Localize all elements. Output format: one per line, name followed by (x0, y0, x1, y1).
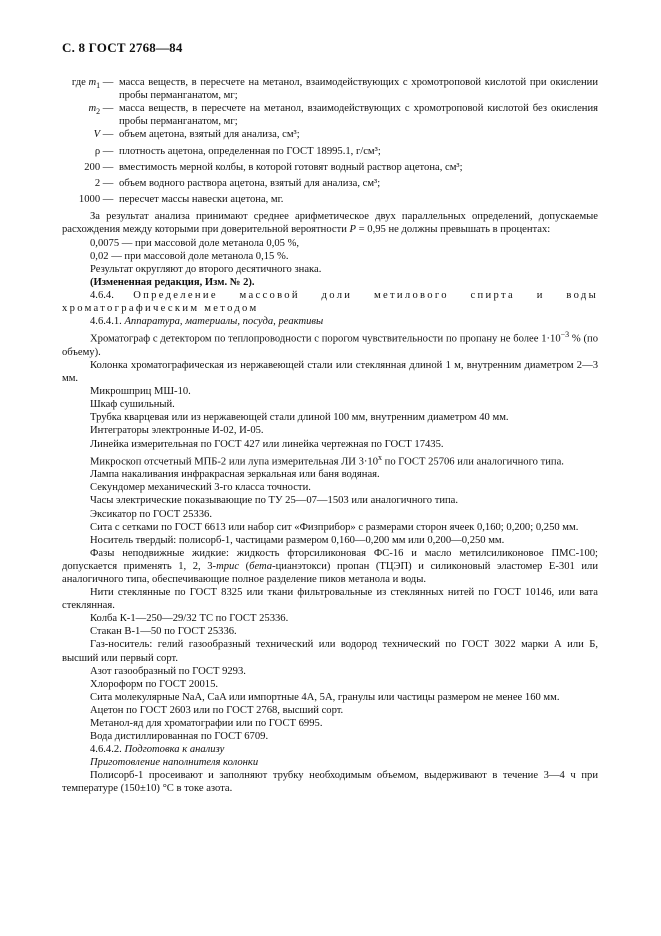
paragraph: Вода дистиллированная по ГОСТ 6709. (90, 731, 269, 743)
section-heading: 4.6.4. Определение массовой доли метилового спирта и воды хроматографическим методом (62, 289, 598, 315)
definition-symbol: где $m_1$ — (71, 77, 116, 91)
paragraph: Азот газообразный по ГОСТ 9293. (90, 665, 246, 677)
subsection-subheading: Приготовление наполнителя колонки (90, 757, 259, 769)
definition-row (62, 145, 598, 161)
paragraph: Колба К-1—250—29/32 ТС по ГОСТ 25336. (90, 613, 289, 625)
definition-row (62, 161, 598, 177)
paragraph: Линейка измерительная по ГОСТ 427 или линейка чертежная по ГОСТ 17435. (90, 438, 444, 450)
definition-symbol: ρ — (94, 145, 116, 157)
definition-text: пересчет массы навески ацетона, мг. (119, 194, 284, 206)
paragraph: Лампа накаливания инфракрасная зеркальная или баня водяная. (90, 469, 380, 481)
paragraph: Хлороформ по ГОСТ 20015. (90, 678, 219, 690)
paragraph: Хроматограф с детектором по теплопроводности с порогом чувствительности по пропану не более $1\cdot 10^{-3}$ % (по объему). (62, 330, 599, 358)
paragraph: Стакан В-1—50 по ГОСТ 25336. (90, 626, 237, 638)
definition-text: масса веществ, в пересчете на метанол, взаимодействующих с хромотроповой кислотой при окислении пробы перманганатом, мг; (119, 77, 598, 102)
definition-row (62, 193, 598, 209)
paragraph: 0,02 — при массовой доле метанола 0,15 %. (90, 250, 289, 262)
paragraph: Секундомер механический 3-го класса точности. (90, 482, 311, 494)
definition-symbol: V — (93, 129, 116, 141)
paragraph: Нити стеклянные по ГОСТ 8325 или ткани фильтровальные из стеклянных нитей по ГОСТ 10146, или вата стеклянная. (62, 587, 598, 612)
definitions-list (62, 76, 598, 209)
definition-text: вместимость мерной колбы, в которой готовят водный раствор ацетона, см³; (119, 161, 463, 173)
definition-text: плотность ацетона, определенная по ГОСТ 18995.1, г/см³; (119, 145, 381, 157)
paragraph: Газ-носитель: гелий газообразный технический или водород технический по ГОСТ 3022 марки А или Б, высший или первый сорт. (62, 639, 598, 664)
paragraph: Часы электрические показывающие по ТУ 25—07—1503 или аналогичного типа. (90, 495, 459, 507)
document-body (62, 76, 598, 796)
definition-text: объем водного раствора ацетона, взятый для анализа, см³; (119, 177, 381, 189)
paragraph: Метанол-яд для хроматографии или по ГОСТ 6995. (90, 718, 323, 730)
definition-symbol: $m_2$ — (88, 103, 116, 117)
definition-text: объем ацетона, взятый для анализа, см³; (119, 129, 300, 141)
paragraph: Ацетон по ГОСТ 2603 или по ГОСТ 2768, высший сорт. (90, 704, 344, 716)
paragraph: Сита молекулярные NaA, CaA или импортные 4А, 5А, гранулы или частицы размером не менее 160 мм. (90, 691, 560, 703)
subsection-heading: 4.6.4.1. Аппаратура, материалы, посуда, реактивы (90, 316, 324, 328)
definition-symbol: 200 — (84, 161, 116, 173)
paragraph: За результат анализа принимают среднее арифметическое двух параллельных определений, допускаемые расхождения между которыми при доверительной вероятности P = 0,95 не должны превышать в процентах: (62, 211, 598, 236)
paragraph: Полисорб-1 просеивают и заполняют трубку необходимым объемом, выдерживают в течение 3—4 ч при температуре (150±10) °С в токе азота. (62, 770, 598, 795)
page-header: С. 8 ГОСТ 2768—84 (62, 40, 183, 55)
paragraph: Шкаф сушильный. (90, 399, 175, 411)
paragraph: Трубка кварцевая или из нержавеющей стали длиной 100 мм, внутренним диаметром 40 мм. (90, 412, 509, 424)
paragraph: Фазы неподвижные жидкие: жидкость фторсиликоновая ФС-16 и масло метилсиликоновое ПМС-100; допускается применять 1, 2, 3-трис (бета-цианэтокси) пропан (ТЦЭП) и силиконовый эластомер Е-301 или аналогичного типа, обеспечивающие полное разделение пиков метанола и воды. (62, 547, 598, 585)
definition-row (62, 76, 598, 102)
definition-row (62, 128, 598, 144)
paragraph: Эксикатор по ГОСТ 25336. (90, 508, 212, 520)
paragraph: Носитель твердый: полисорб-1, частицами размером 0,160—0,200 мм или 0,200—0,250 мм. (90, 534, 505, 546)
paragraph: Сита с сетками по ГОСТ 6613 или набор сит «Физприбор» с размерами сторон ячеек 0,160; 0,200; 0,250 мм. (90, 521, 579, 533)
paragraph: Микрошприц МШ-10. (90, 386, 191, 398)
definition-symbol: 2 — (94, 177, 116, 189)
definition-symbol: 1000 — (78, 194, 116, 206)
paragraph: Интеграторы электронные И-02, И-05. (90, 425, 264, 437)
paragraph: Микроскоп отсчетный МПБ-2 или лупа измерительная ЛИ $3\cdot 10^х$ по ГОСТ 25706 или аналогичного типа. (90, 452, 564, 468)
paragraph: Колонка хроматографическая из нержавеющей стали или стеклянная длиной 1 м, внутренним диаметром 2—3 мм. (62, 359, 598, 385)
definition-row (62, 177, 598, 193)
definition-text: масса веществ, в пересчете на метанол, взаимодействующих с хромотроповой кислотой без окисления пробы перманганатом, мг; (119, 103, 598, 128)
paragraph: 0,0075 — при массовой доле метанола 0,05 %, (90, 237, 300, 249)
subsection-heading: 4.6.4.2. Подготовка к анализу (90, 744, 225, 756)
amendment-note: (Измененная редакция, Изм. № 2). (90, 276, 255, 288)
definition-row (62, 102, 598, 128)
paragraph: Результат округляют до второго десятичного знака. (90, 263, 322, 275)
